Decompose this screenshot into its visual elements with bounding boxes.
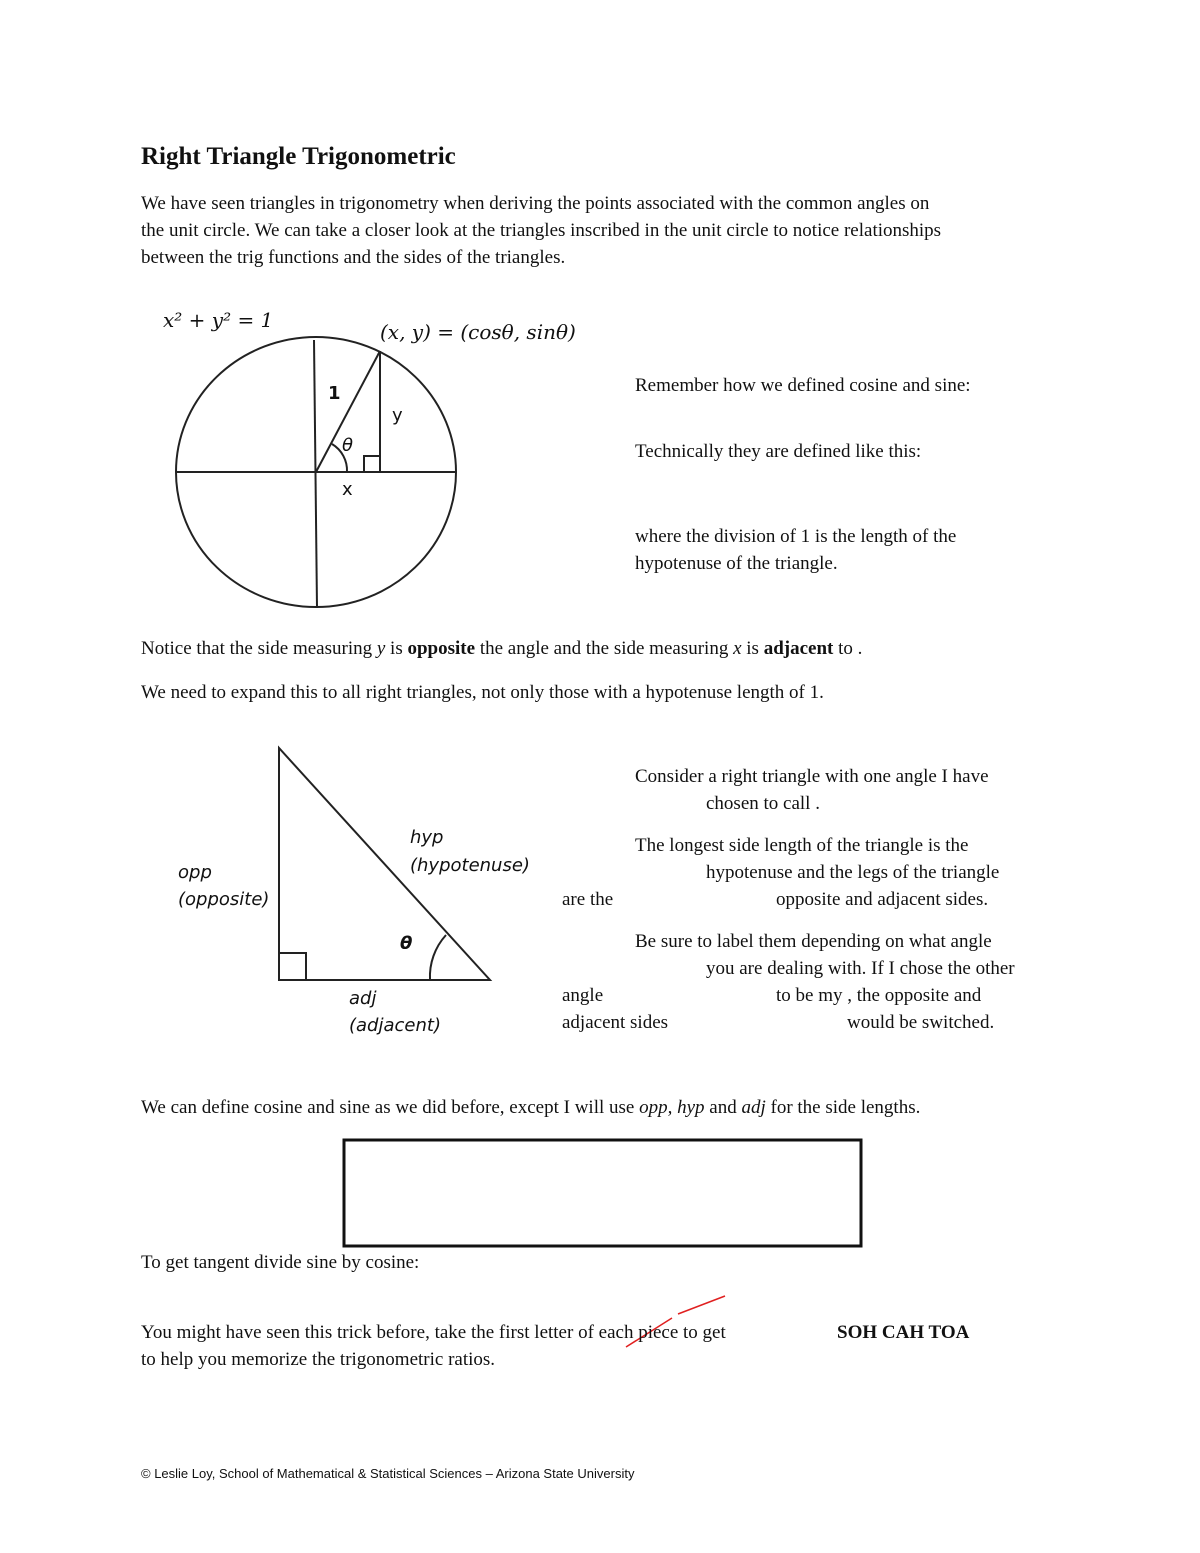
where-text: where the division of 1 is the length of the xyxy=(635,526,957,547)
explain-text: you are dealing with. If I chose the other xyxy=(706,958,1015,979)
text: Notice that the side measuring xyxy=(141,638,377,659)
formula-box xyxy=(344,1140,861,1246)
terms: opp, hyp xyxy=(639,1097,705,1118)
trick-text: You might have seen this trick before, take the first letter of each piece to get xyxy=(141,1322,726,1343)
explain-text: chosen to call . xyxy=(706,793,820,814)
text: and xyxy=(704,1097,742,1118)
intro-line: the unit circle. We can take a closer look at the triangles inscribed in the unit circle to notice relationships xyxy=(141,220,942,241)
footer: © Leslie Loy, School of Mathematical & Statistical Sciences – Arizona State University xyxy=(141,1466,635,1481)
explain-text: adjacent sides xyxy=(562,1012,669,1033)
text: is xyxy=(741,638,764,659)
text: is xyxy=(385,638,408,659)
explain-text: hypotenuse and the legs of the triangle xyxy=(706,862,1000,883)
var-y: y xyxy=(376,638,386,659)
text: the angle and the side measuring xyxy=(475,638,734,659)
circle-equation: x² + y² = 1 xyxy=(163,308,274,332)
explain-text: Consider a right triangle with one angle I have xyxy=(635,766,989,787)
intro-line: between the trig functions and the sides of the triangles. xyxy=(141,247,566,268)
explain-text: Be sure to label them depending on what angle xyxy=(635,931,992,952)
term-opposite: opposite xyxy=(407,638,476,659)
text: We can define cosine and sine as we did before, except I will use xyxy=(141,1097,640,1118)
mnemonic: SOH CAH TOA xyxy=(837,1322,970,1343)
expand-text: We need to expand this to all right triangles, not only those with a hypotenuse length of 1. xyxy=(141,682,824,703)
opp-full-label: (opposite) xyxy=(178,889,270,910)
point-label: (x, y) = (cosθ, sinθ) xyxy=(380,320,576,344)
var-x: x xyxy=(733,638,742,659)
text: to . xyxy=(833,638,863,659)
explain-text: opposite and adjacent sides. xyxy=(776,889,989,910)
unit-circle-figure xyxy=(176,337,456,608)
angle-label: θ xyxy=(400,933,413,954)
page-title: Right Triangle Trigonometric xyxy=(141,143,456,170)
hyp-full-label: (hypotenuse) xyxy=(410,855,530,876)
tangent-text: To get tangent divide sine by cosine: xyxy=(141,1252,420,1273)
adj-label: x xyxy=(342,479,353,500)
adj-label: adj xyxy=(349,988,377,1009)
right-angle-mark xyxy=(364,456,380,472)
explain-text: The longest side length of the triangle is the xyxy=(635,835,969,856)
hyp-label: 1 xyxy=(328,383,341,404)
trick-text: to help you memorize the trigonometric ratios. xyxy=(141,1349,496,1370)
text: for the side lengths. xyxy=(765,1097,921,1118)
adj-full-label: (adjacent) xyxy=(349,1015,441,1036)
technically-text: Technically they are defined like this: xyxy=(635,441,922,462)
where-text: hypotenuse of the triangle. xyxy=(635,553,838,574)
remember-text: Remember how we defined cosine and sine: xyxy=(635,375,971,396)
angle-arc xyxy=(430,935,446,980)
opp-label: y xyxy=(392,405,403,426)
explain-text: would be switched. xyxy=(847,1012,995,1033)
term-adj: adj xyxy=(741,1097,766,1118)
hyp-label: hyp xyxy=(410,827,444,848)
right-angle-mark xyxy=(279,953,306,980)
explain-text: angle xyxy=(562,985,604,1006)
term-adjacent: adjacent xyxy=(763,638,834,659)
angle-label: θ xyxy=(342,435,354,456)
opp-label: opp xyxy=(178,862,212,883)
define-paragraph xyxy=(141,1094,920,1121)
y-axis xyxy=(314,340,317,608)
explain-text: to be my , the opposite and xyxy=(776,985,982,1006)
notice-paragraph xyxy=(141,635,862,662)
intro-line: We have seen triangles in trigonometry when deriving the points associated with the common angles on xyxy=(141,193,930,214)
explain-text: are the xyxy=(562,889,614,910)
